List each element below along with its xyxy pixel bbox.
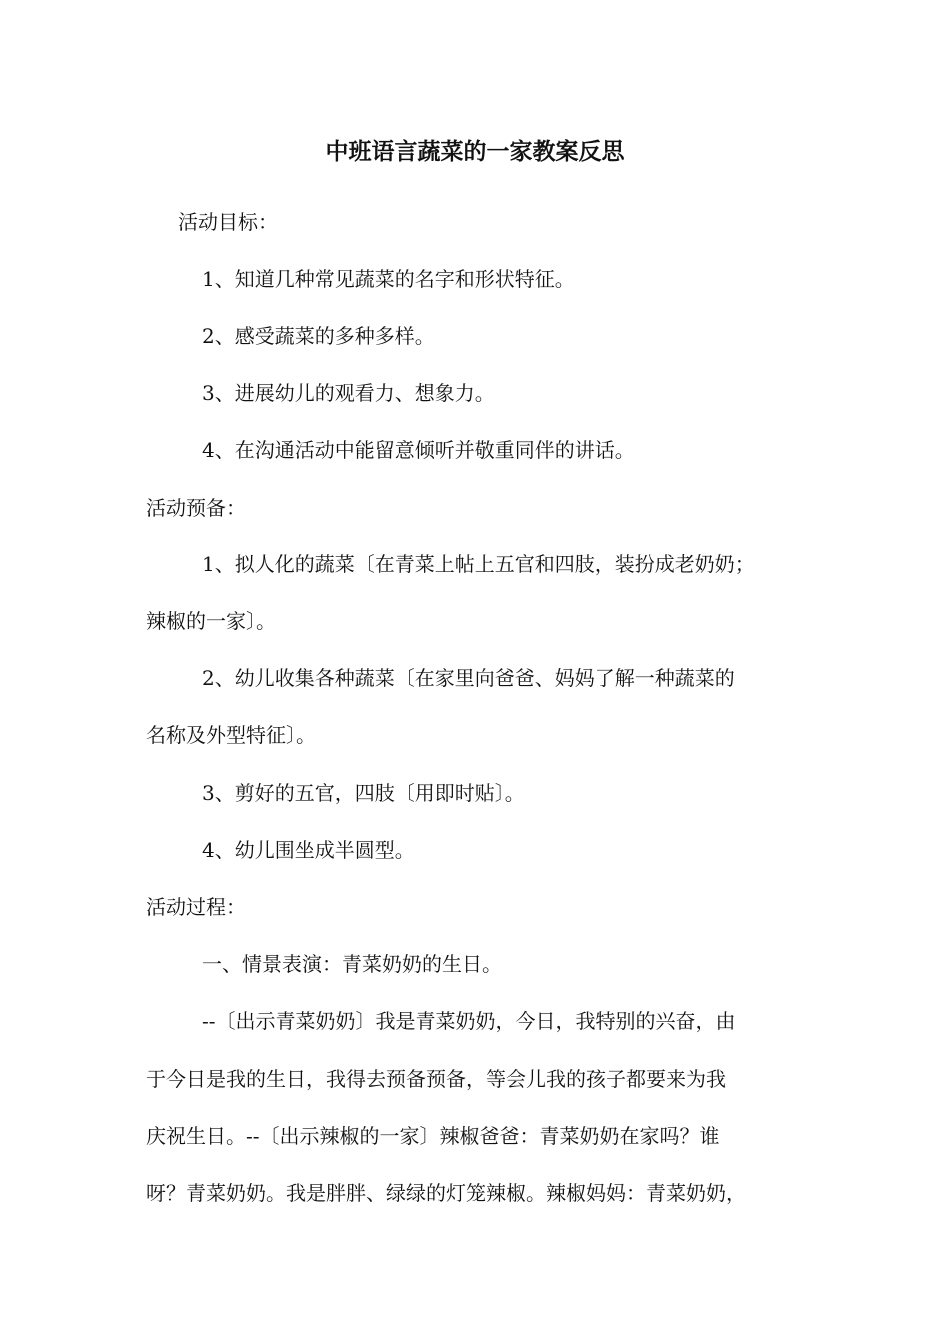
paragraph-line: 3、剪好的五官，四肢〔用即时贴〕。 (202, 781, 525, 805)
paragraph-line: 2、感受蔬菜的多种多样。 (202, 324, 435, 348)
paragraph-line: 辣椒的一家〕。 (146, 609, 276, 633)
paragraph-line: 于今日是我的生日，我得去预备预备，等会儿我的孩子都要来为我 (146, 1067, 726, 1091)
paragraph-line: 庆祝生日。--〔出示辣椒的一家〕辣椒爸爸：青菜奶奶在家吗？谁 (146, 1124, 720, 1148)
paragraph-line: 1、拟人化的蔬菜〔在青菜上帖上五官和四肢，装扮成老奶奶； (202, 552, 755, 576)
paragraph-line: 4、幼儿围坐成半圆型。 (202, 838, 415, 862)
paragraph-line: 一、情景表演：青菜奶奶的生日。 (202, 952, 502, 976)
paragraph-line: 4、在沟通活动中能留意倾听并敬重同伴的讲话。 (202, 438, 635, 462)
paragraph-line: 3、进展幼儿的观看力、想象力。 (202, 381, 495, 405)
section-heading-goals: 活动目标： (178, 210, 278, 234)
paragraph-line: --〔出示青菜奶奶〕我是青菜奶奶，今日，我特别的兴奋，由 (202, 1009, 736, 1033)
document-title: 中班语言蔬菜的一家教案反思 (325, 139, 625, 165)
section-heading-process: 活动过程： (146, 895, 246, 919)
paragraph-line: 1、知道几种常见蔬菜的名字和形状特征。 (202, 267, 575, 291)
paragraph-line: 2、幼儿收集各种蔬菜〔在家里向爸爸、妈妈了解一种蔬菜的 (202, 666, 735, 690)
section-heading-preparation: 活动预备： (146, 496, 246, 520)
paragraph-line: 呀？青菜奶奶。我是胖胖、绿绿的灯笼辣椒。辣椒妈妈：青菜奶奶， (146, 1181, 746, 1205)
paragraph-line: 名称及外型特征〕。 (146, 723, 316, 747)
